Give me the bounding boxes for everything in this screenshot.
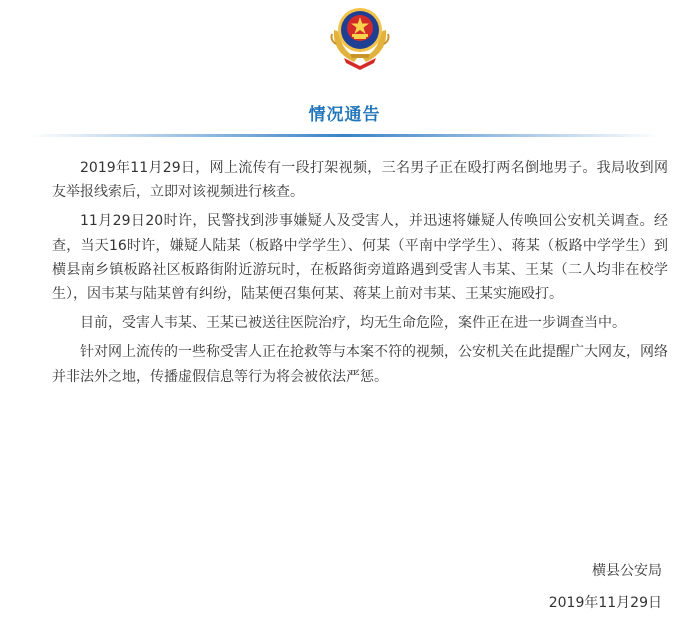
paragraph: 目前，受害人韦某、王某已被送往医院治疗，均无生命危险，案件正在进一步调查当中。 xyxy=(80,315,626,332)
notice-body xyxy=(52,156,668,394)
page-title: 情况通告 xyxy=(308,105,381,125)
title-divider xyxy=(30,134,659,137)
paragraph: 2019年11月29日，网上流传有一段打架视频，三名男子正在殴打两名倒地男子。我局收到网友举报线索后，立即对该视频进行核查。 xyxy=(52,160,668,201)
paragraph: 11月29日20时许，民警找到涉事嫌疑人及受害人，并迅速将嫌疑人传唤回公安机关调查。经查，当天16时许，嫌疑人陆某（板路中学学生）、何某（平南中学学生）、蒋某（板路中学学生）到横县南乡镇板路社区板路街附近游玩时，在板路街旁道路遇到受害人韦某、王某（二人均非在校学生），因韦某与陆某曾有纠纷，陆某便召集何某、蒋某上前对韦某、王某实施殴打。 xyxy=(52,213,668,303)
signature: 横县公安局 xyxy=(592,563,662,579)
issue-date: 2019年11月29日 xyxy=(548,595,662,611)
police-emblem-icon xyxy=(324,0,396,72)
paragraph: 针对网上流传的一些称受害人正在抢救等与本案不符的视频，公安机关在此提醒广大网友，网络并非法外之地，传播虚假信息等行为将会被依法严惩。 xyxy=(52,344,668,385)
